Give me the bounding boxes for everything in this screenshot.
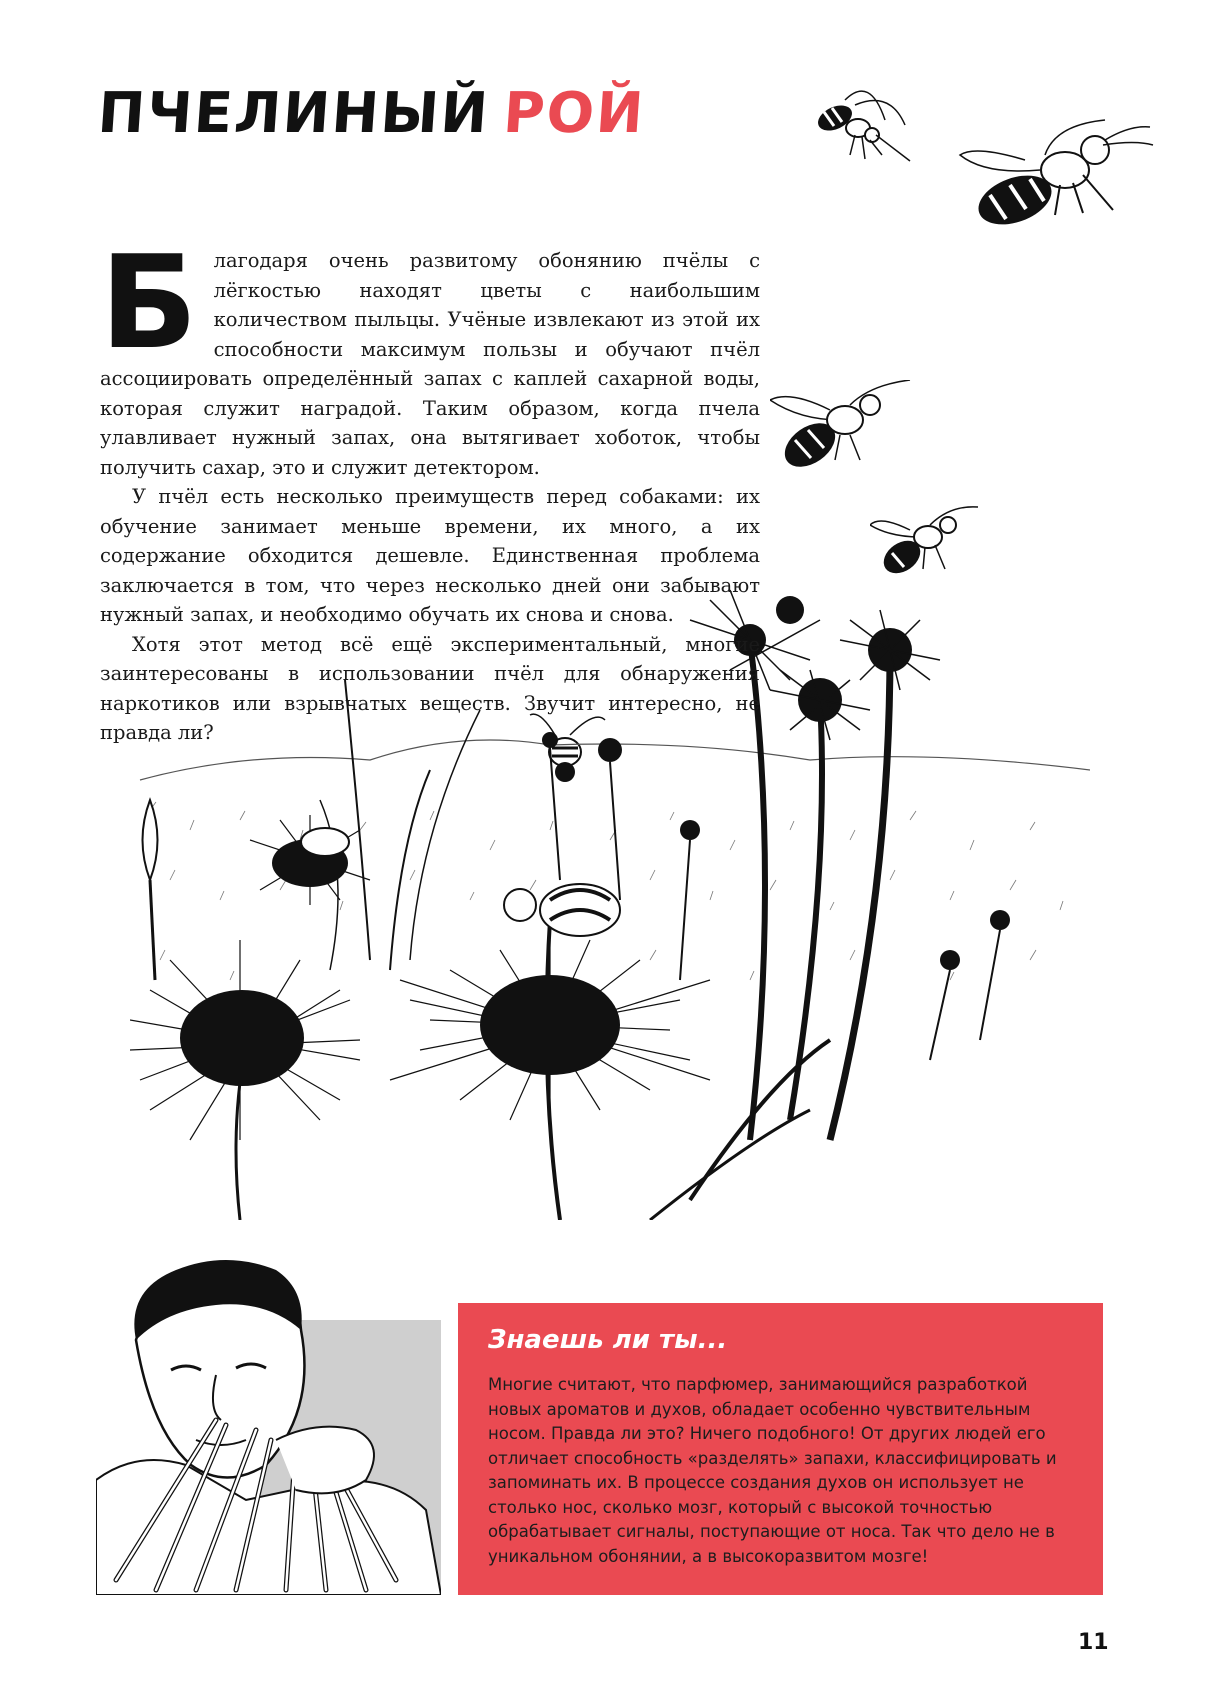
page-title [95,81,648,146]
article-paragraph-3: Хотя этот метод всё ещё экспериментальный, многие заинтересованы в использовании пчёл для обнаружения наркотиков или взрывчатых веществ. Звучит интересно, не правда ли? [100,632,760,744]
page-number: 11 [1078,1630,1109,1655]
paragraph-1-text: лагодаря очень развитому обонянию пчёлы с лёгкостью находят цветы с наибольшим количеством пыльцы. Учёные извлекают из этой их способности максимум пользы и обучают пчёл ассоциировать определённый запах с каплей сахарной воды, которая служит наградой. Таким образом, когда пчела улавливает нужный запах, она вытягивает хоботок, чтобы получить сахар, это и служит детектором. [100,249,760,479]
article-paragraph-2: У пчёл есть несколько преимуществ перед собаками: их обучение занимает меньше времени, их много, а их содержание обходится дешевле. Единственная проблема заключается в том, что через несколько дней они забывают нужный запах, и необходимо обучать их снова и снова. [100,485,760,626]
title-word-2: РОЙ [501,81,648,146]
bee-illustration-2 [955,115,1155,245]
did-you-know-box [458,1303,1103,1595]
bee-illustration-4 [870,505,980,585]
bee-illustration-3 [770,380,920,490]
title-word-1: ПЧЕЛИНЫЙ [95,81,492,146]
callout-text: Многие считают, что парфюмер, занимающийся разработкой новых ароматов и духов, обладает особенно чувствительным носом. Правда ли это? Ничего подобного! От других людей его отличает способность «разделять» запахи, классифицировать и запоминать их. В процессе создания духов он использует не столько нос, сколько мозг, который с высокой точностью обрабатывает сигналы, поступающие от носа. Так что дело не в уникальном обонянии, а в высокоразвитом мозге! [488,1375,1057,1566]
drop-cap: Б [100,229,198,378]
callout-heading: Знаешь ли ты... [488,1325,728,1355]
article-body [100,229,760,748]
perfumer-portrait-illustration [96,1250,441,1595]
bee-illustration-1 [810,80,920,170]
article-paragraph-1 [100,229,760,482]
